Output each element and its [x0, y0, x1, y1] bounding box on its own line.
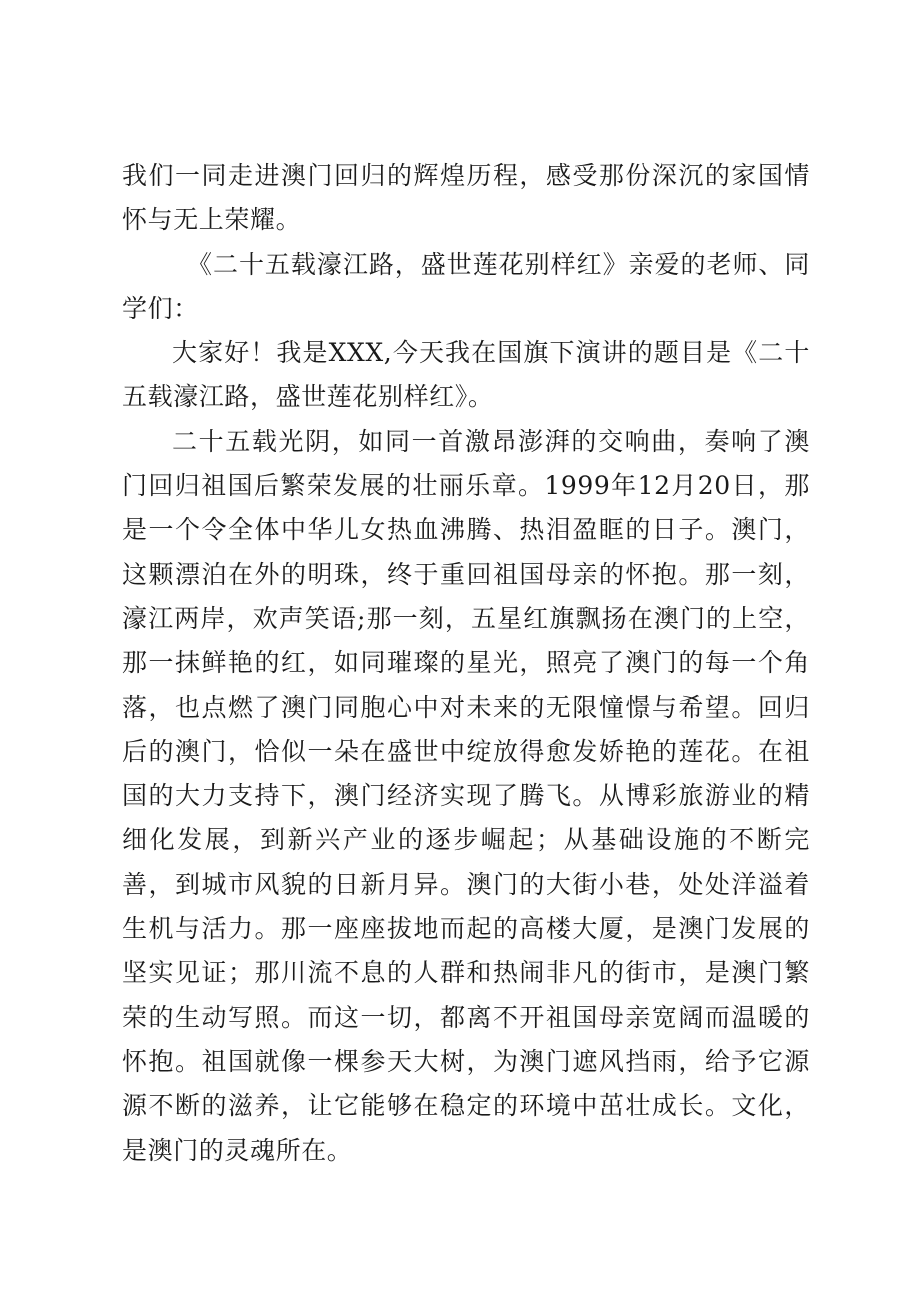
- document-body: [122, 154, 810, 1173]
- paragraph-opening: 大家好！我是XXX,今天我在国旗下演讲的题目是《二十五载濠江路，盛世莲花别样红》。: [122, 338, 810, 412]
- paragraph-title-greeting: 《二十五载濠江路，盛世莲花别样红》亲爱的老师、同学们：: [122, 249, 810, 323]
- paragraph-intro: 我们一同走进澳门回归的辉煌历程，感受那份深沉的家国情怀与无上荣耀。: [122, 161, 810, 235]
- paragraph-main: 二十五载光阴，如同一首激昂澎湃的交响曲，奏响了澳门回归祖国后繁荣发展的壮丽乐章。1999年12月20日，那是一个令全体中华儿女热血沸腾、热泪盈眶的日子。澳门，这颗漂泊在外的明珠，终于重回祖国母亲的怀抱。那一刻，濠江两岸，欢声笑语;那一刻，五星红旗飘扬在澳门的上空，那一抹鲜艳的红，如同璀璨的星光，照亮了澳门的每一个角落，也点燃了澳门同胞心中对未来的无限憧憬与希望。回归后的澳门，恰似一朵在盛世中绽放得愈发娇艳的莲花。在祖国的大力支持下，澳门经济实现了腾飞。从博彩旅游业的精细化发展，到新兴产业的逐步崛起；从基础设施的不断完善，到城市风貌的日新月异。澳门的大街小巷，处处洋溢着生机与活力。那一座座拔地而起的高楼大厦，是澳门发展的坚实见证；那川流不息的人群和热闹非凡的街市，是澳门繁荣的生动写照。而这一切，都离不开祖国母亲宽阔而温暖的怀抱。祖国就像一棵参天大树，为澳门遮风挡雨，给予它源源不断的滋养，让它能够在稳定的环境中茁壮成长。文化，是澳门的灵魂所在。: [122, 426, 810, 1165]
